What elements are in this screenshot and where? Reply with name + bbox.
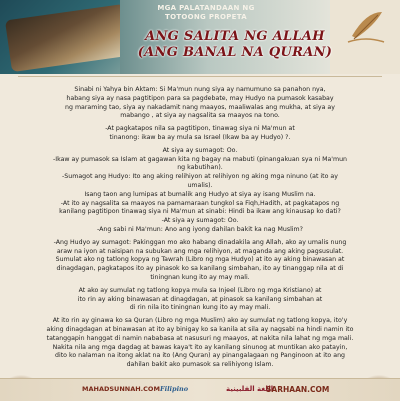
text-line: ng kabutihan).	[177, 164, 223, 172]
text-line: di rin nila ito tiningnan kung ito ay may mali.	[129, 304, 271, 312]
header-left-panel	[0, 0, 140, 74]
text-line: ng maraming tao, siya ay nakadamit nang maayos, maaliwalas ang mukha, at siya ay	[65, 103, 335, 111]
text-line: -At ito ay nagsalita sa maayos na pamamaraan tungkol sa Fiqh,Hadith, at pagkatapos ng	[60, 199, 340, 207]
text-line: -At siya ay sumagot: Oo.	[161, 217, 239, 225]
text-line: At siya ay sumagot: Oo.	[162, 146, 238, 154]
text-line: -Ang Hudyo ay sumagot: Pakinggan mo ako habang dinadakila ang Allah, ako ay umalis nung	[53, 238, 347, 246]
page-title-sub: (ANG BANAL NA QURAN)	[137, 45, 333, 60]
text-line: Nakita nila ang mga dagdag at bawas kaya't ito ay kanilang sinunog at muntikan ako patayin,	[52, 343, 348, 351]
footer-language-label: Filipino	[160, 385, 189, 393]
text-line: -Sumagot ang Hudyo: Ito ang aking relihiyon at relihiyon ng aking mga ninuno (at ito ay	[62, 173, 338, 181]
text-line: -At pagkatapos nila sa pagtitipon, tinawag siya ni Ma'mun at	[105, 125, 295, 133]
text-line: tinanong: ikaw ba ay mula sa Israel (Ikaw ba ay Hudyo) ?.	[109, 133, 291, 141]
footer-link-mahadsunnah[interactable]: MAHADSUNNAH.COM	[82, 385, 160, 393]
text-line: dinagdagan, pagkatapos ito ay pinasok ko sa kanilang simbahan, ito ay tinanggap nila at di	[56, 265, 344, 273]
book-image	[5, 4, 131, 72]
text-line: dito ko nalaman na itong aklat na ito (Ang Quran) ay pinangalagaan ng Panginoon at ito ang	[54, 352, 345, 360]
text-line: Sinabi ni Yahya bin Aktam: Si Ma'mun nung siya ay namumuno sa panahon nya,	[74, 86, 326, 93]
text-line: umalis).	[187, 181, 213, 189]
text-line: Isang taon ang lumipas at bumalik ang Hudyo at siya ay isang Muslim na.	[84, 190, 316, 198]
text-line: araw na iyon at naisipan na subukan ang mga relihiyon, at maganda ang aking pagsusulat.	[56, 247, 344, 255]
text-line: At ako ay sumulat ng tatlong kopya mula sa Injeel (Libro ng mga Kristiano) at	[78, 286, 322, 294]
text-line: kanilang pagtitipon tinawag siya ni Ma'mun at sinabi: Hindi ba ikaw ang kinausap ko dati?	[59, 208, 341, 216]
header-divider	[18, 76, 382, 77]
text-line: Sumulat ako ng tatlong kopya ng Tawrah (Libro ng mga Hudyo) at ito ay aking binawasan at	[55, 256, 345, 264]
text-line: mabango , at siya ay nagsalita sa maayos na tono.	[120, 112, 280, 120]
quill-logo-icon	[344, 6, 388, 48]
text-line: -Ang sabi ni Ma'mun: Ano ang iyong dahilan bakit ka nag Muslim?	[97, 225, 303, 233]
text-line: ito rin ay aking binawasan at dinagdagan, at pinasok sa kanilang simbahan at	[77, 295, 323, 303]
text-line: tatanggapin hanggat di namin nababasa at nasusuri ng maayos, at nakita nila lahat ng mga mali.	[46, 334, 354, 342]
text-line: -Ikaw ay pumasok sa Islam at gagawan kita ng bagay na mabuti (pinangakuan sya ni Ma'mun	[52, 155, 348, 163]
header-subtitle: MGA PALATANDAAN NG TOTOONG PROPETA	[157, 4, 255, 21]
article-body	[22, 86, 378, 370]
text-line: At ito rin ay ginawa ko sa Quran (Libro ng mga Muslim) ako ay sumulat ng tatlong kopya, ito'y	[52, 317, 348, 325]
footer-arabic-label: اللغة الفلبينية	[226, 385, 274, 393]
footer-bar	[0, 378, 400, 401]
page-title: ANG SALITA NG ALLAH	[145, 29, 325, 44]
text-line: habang siya ay nasa pagtitipon para sa pagdebate, may Hudyo na pumasok kasabay	[66, 94, 334, 102]
text-line: tiningnan kung ito ay may mali.	[150, 273, 250, 281]
text-line: dahilan bakit ako pumasok sa relihiyong Islam.	[126, 361, 274, 369]
footer-link-sarhaan[interactable]: SARHAAN.COM	[266, 385, 330, 394]
header-banner	[0, 0, 400, 74]
text-line: aking dinagdagan at binawasan at ito ay binigay ko sa kanila at sila ay nagsabi na hindi namin ito	[46, 325, 354, 333]
